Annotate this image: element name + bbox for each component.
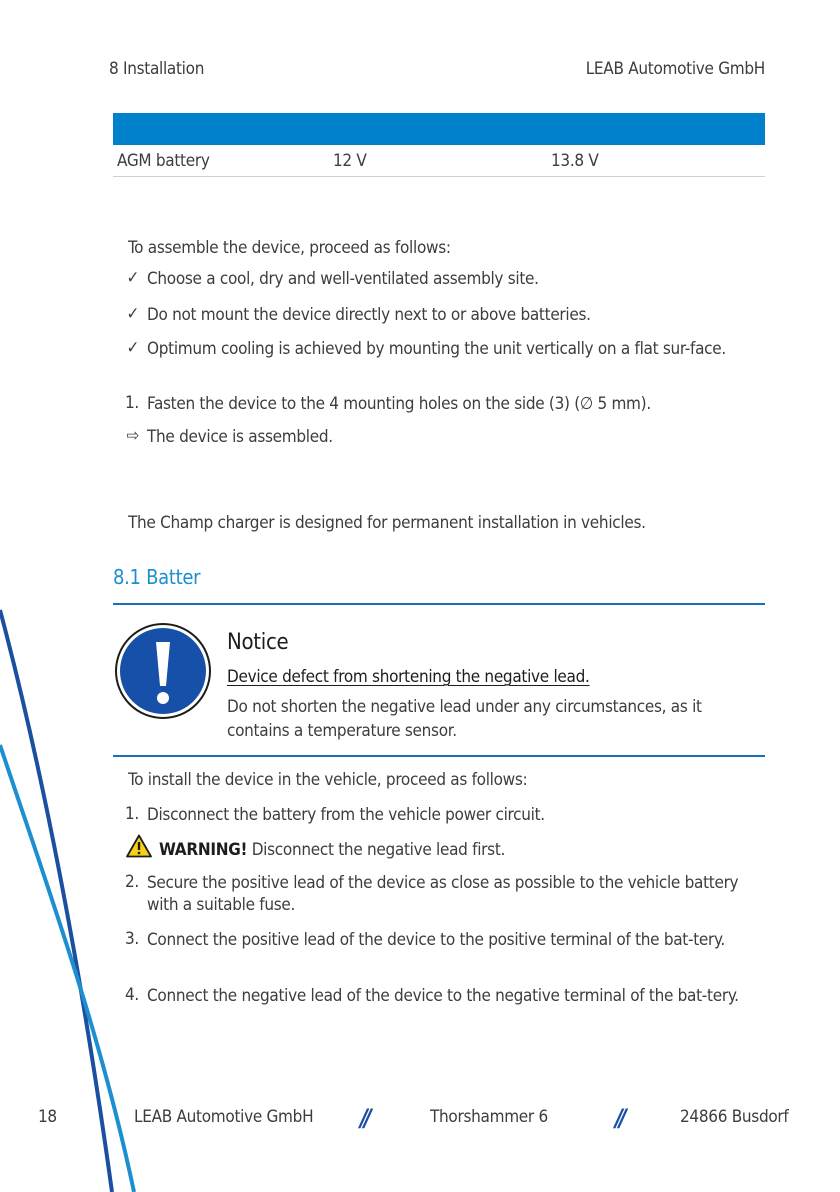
footer-city: 24866 Busdorf (680, 1107, 789, 1127)
result-arrow-icon: ⇨ (126, 426, 139, 446)
check-icon: ✓ (126, 338, 139, 358)
table-row (113, 148, 765, 177)
page-number: 18 (38, 1107, 57, 1127)
install-note: The Champ charger is designed for permanent installation in vehicles. (128, 513, 646, 533)
footer-street: Thorshammer 6 (430, 1107, 548, 1127)
step-number: 1. (125, 804, 139, 824)
step-number: 4. (125, 985, 139, 1005)
check-icon: ✓ (126, 268, 139, 288)
header-section: 8 Installation (109, 59, 205, 79)
step-number: 2. (125, 872, 139, 892)
table-header-bar (113, 113, 765, 145)
table-cell-battery-type: AGM battery (117, 151, 210, 171)
table-cell-charge-voltage: 13.8 V (551, 151, 599, 171)
warning-text: WARNING! Disconnect the negative lead first. (159, 840, 506, 860)
header-company: LEAB Automotive GmbH (585, 59, 765, 79)
divider (113, 755, 765, 757)
notice-body: Do not shorten the negative lead under any circumstances, as it contains a temperature sensor. (227, 697, 702, 741)
check-icon: ✓ (126, 304, 139, 324)
warning-triangle-icon (126, 834, 152, 858)
footer-company: LEAB Automotive GmbH (134, 1107, 314, 1127)
divider (113, 603, 765, 605)
assembly-intro: To assemble the device, proceed as follows: (128, 238, 451, 258)
exclamation-icon (115, 623, 211, 719)
warning-label: WARNING! (159, 840, 248, 860)
notice-subtitle: Device defect from shortening the negative lead. (227, 667, 590, 687)
notice-title: Notice (227, 630, 289, 655)
install-intro: To install the device in the vehicle, proceed as follows: (128, 770, 528, 790)
footer-separator: // (615, 1104, 623, 1132)
footer-separator: // (360, 1104, 368, 1132)
step-number: 1. (125, 393, 139, 413)
step-number: 3. (125, 929, 139, 949)
section-heading: 8.1 Batter (113, 565, 201, 589)
table-cell-voltage: 12 V (333, 151, 367, 171)
